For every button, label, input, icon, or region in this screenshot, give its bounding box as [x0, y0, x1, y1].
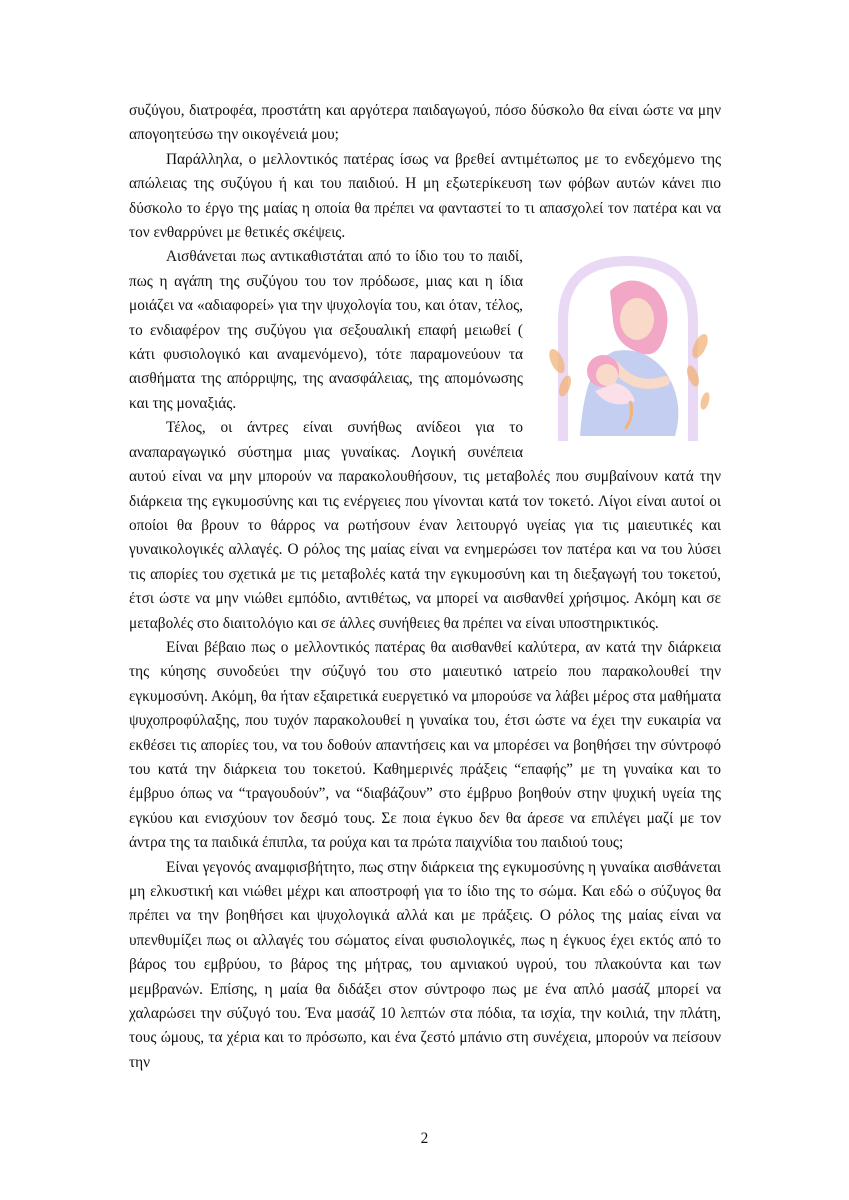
page-number: 2: [420, 1130, 429, 1147]
mother-breastfeeding-illustration-icon: [535, 251, 721, 446]
paragraph-3: Αισθάνεται πως αντικαθιστάται από το ίδιο του το παιδί, πως η αγάπη της συζύγου του τον πρόδωσε, μιας και η ίδια μοιάζει να «αδιαφορεί» για την ψυχολογία του, και όταν, τέλος, το ενδιαφέρον της συζύγου για σεξουαλική επαφή μειωθεί ( κάτι φυσιολογικό και αναμενόμενο), τότε παραμονεύουν τα αισθήματα της απόρριψης, της ανασφάλειας, της απομόνωσης και της μοναξιάς.: [129, 248, 523, 412]
paragraph-5: Είναι βέβαιο πως ο μελλοντικός πατέρας θα αισθανθεί καλύτερα, αν κατά την διάρκεια της κύησης συνοδεύει την σύζυγό του στο μαιευτικό ιατρείο που παρακολουθεί την εγκυμοσύνη. Ακόμη, θα ήταν εξαιρετικά ευεργετικό να μπορούσε να λάβει μέρος στα μαθήματα ψυχοπροφύλαξης, που τυχόν παρακολουθεί η γυναίκα του, έτσι ώστε να έχει την ευκαιρία να εκθέσει τις απορίες του, να του δοθούν απαντήσεις και να μπορέσει να βοηθήσει την σύντροφό του κατά την διάρκεια του τοκετού. Καθημερινές πράξεις “επαφής” με τη γυναίκα και το έμβρυο όπως να “τραγουδούν”, να “διαβάζουν” στο έμβρυο βοηθούν στην ψυχική υγεία της εγκύου και ενισχύουν τον δεσμό τους. Σε ποια έγκυο δεν θα άρεσε να επιλέγει μαζί με τον άντρα της τα παιδικά έπιπλα, τα ρούχα και τα πρώτα παιχνίδια του παιδιού τους;: [129, 638, 721, 852]
paragraph-2: Παράλληλα, ο μελλοντικός πατέρας ίσως να βρεθεί αντιμέτωπος με το ενδεχόμενο της απώλειας της συζύγου ή και του παιδιού. Η μη εξωτερίκευση των φόβων αυτών κάνει πιο δύσκολο το έργο της μαίας η οποία θα πρέπει να φανταστεί το τι απασχολεί τον πατέρα και να τον ενθαρρύνει με θετικές σκέψεις.: [129, 150, 721, 242]
paragraph-6: Είναι γεγονός αναμφισβήτητο, πως στην διάρκεια της εγκυμοσύνης η γυναίκα αισθάνεται μη ελκυστική και νιώθει μέχρι και αποστροφή για το ίδιο της το σώμα. Και εδώ ο σύζυγος θα πρέπει να την βοηθήσει και ψυχολογικά αλλά και με πράξεις. Ο ρόλος της μαίας είναι να υπενθυμίζει πως οι αλλαγές του σώματος είναι φυσιολογικές, πως η έγκυος έχει εκτός από το βάρος του εμβρύου, το βάρος της μήτρας, του αμνιακού υγρού, του πλακούντα και των μεμβρανών. Επίσης, η μαία θα διδάξει στον σύντροφο πως με ένα απλό μασάζ μπορεί να χαλαρώσει την σύζυγό του. Ένα μασάζ 10 λεπτών στα πόδια, τα ισχία, την κοιλιά, την πλάτη, τους ώμους, τα χέρια και το πρόσωπο, και ένα ζεστό μπάνιο στη συνέχεια, μπορούν να πείσουν την: [129, 858, 721, 1071]
paragraph-4: Τέλος, οι άντρες είναι συνήθως ανίδεοι για το αναπαραγωγικό σύστημα μιας γυναίκας. Λογική συνέπεια αυτού είναι να μην μπορούν να παρακολουθήσουν, τις μεταβολές που συμβαίνουν κατά την διάρκεια της εγκυμοσύνης και τις ενέργειες που γίνονται κατά τον τοκετό. Λίγοι είναι αυτοί οι οποίοι θα βρουν το θάρρος να ρωτήσουν έναν λειτουργό υγείας για τις μαιευτικές και γυναικολογικές αλλαγές. Ο ρόλος της μαίας είναι να ενημερώσει τον πατέρα και να του λύσει τις απορίες του σχετικά με τις μεταβολές κατά την εγκυμοσύνη και τη διεξαγωγή του τοκετού, έτσι ώστε να μην νιώθει εμπόδιο, αντιθέτως, να μπορεί να αισθανθεί χρήσιμος. Ακόμη και σε μεταβολές στο διαιτολόγιο και σε άλλες συνήθειες θα πρέπει να είναι υποστηρικτικός.: [129, 419, 721, 632]
body-text: [129, 99, 721, 1075]
paragraph-1: συζύγου, διατροφέα, προστάτη και αργότερα παιδαγωγού, πόσο δύσκολο θα είναι ώστε να μην απογοητεύσω την οικογένειά μου;: [129, 102, 721, 144]
